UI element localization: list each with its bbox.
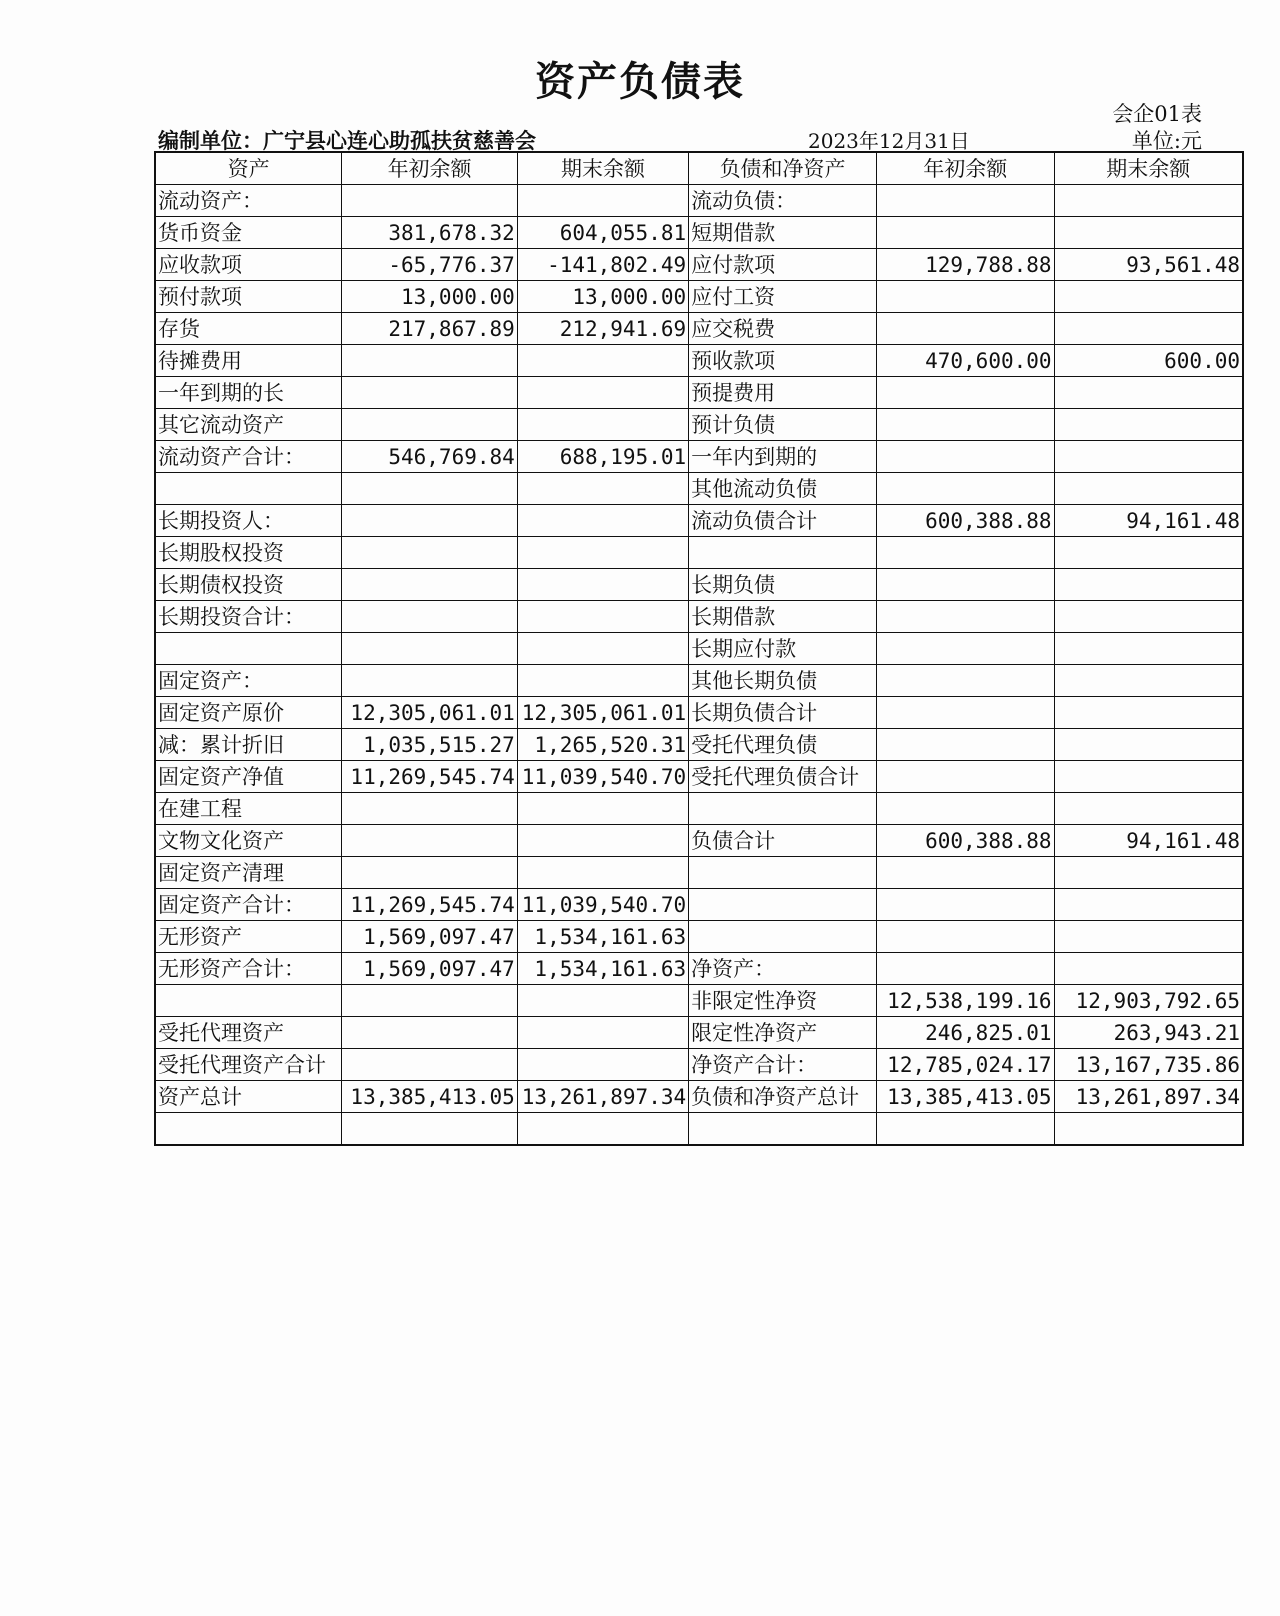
liability-begin-balance: 246,825.01 [877,1017,1055,1049]
asset-item-label: 在建工程 [155,793,342,825]
asset-item-label: 固定资产清理 [155,857,342,889]
asset-item-label: 货币资金 [155,217,342,249]
asset-end-balance [517,377,688,409]
asset-end-balance [517,1049,688,1081]
page-title: 资产负债表 [535,58,745,105]
asset-begin-balance: 13,000.00 [342,281,517,313]
liability-item-label: 流动负债合计 [689,505,877,537]
table-row [155,473,1243,505]
asset-item-label: 受托代理资产 [155,1017,342,1049]
asset-begin-balance [342,1113,517,1146]
liability-end-balance [1054,665,1243,697]
asset-item-label: 文物文化资产 [155,825,342,857]
liability-item-label: 长期负债合计 [689,697,877,729]
liability-begin-balance [877,761,1055,793]
liability-begin-balance [877,697,1055,729]
asset-begin-balance [342,569,517,601]
asset-item-label [155,633,342,665]
liability-end-balance: 94,161.48 [1054,505,1243,537]
asset-end-balance: -141,802.49 [517,249,688,281]
liability-item-label: 其他长期负债 [689,665,877,697]
table-row [155,857,1243,889]
liability-item-label: 长期借款 [689,601,877,633]
table-row [155,505,1243,537]
asset-begin-balance: 1,569,097.47 [342,953,517,985]
asset-end-balance [517,473,688,505]
asset-end-balance [517,1113,688,1146]
asset-end-balance: 1,534,161.63 [517,953,688,985]
liability-end-balance [1054,601,1243,633]
asset-end-balance [517,1017,688,1049]
asset-item-label: 预付款项 [155,281,342,313]
liability-begin-balance [877,537,1055,569]
asset-end-balance: 13,000.00 [517,281,688,313]
table-row [155,569,1243,601]
asset-item-label: 固定资产： [155,665,342,697]
asset-begin-balance: 11,269,545.74 [342,889,517,921]
table-row [155,793,1243,825]
header-row [155,152,1243,185]
asset-end-balance [517,505,688,537]
asset-item-label: 一年到期的长 [155,377,342,409]
liability-end-balance [1054,217,1243,249]
asset-end-balance [517,569,688,601]
asset-begin-balance [342,1049,517,1081]
liability-begin-balance [877,281,1055,313]
liability-begin-balance [877,601,1055,633]
table-row [155,537,1243,569]
asset-begin-balance [342,537,517,569]
table-row [155,377,1243,409]
asset-begin-balance: 1,035,515.27 [342,729,517,761]
liability-end-balance [1054,889,1243,921]
asset-begin-balance: -65,776.37 [342,249,517,281]
liability-end-balance [1054,761,1243,793]
asset-end-balance [517,601,688,633]
liability-begin-balance [877,921,1055,953]
asset-begin-balance [342,409,517,441]
header-liabilities-end: 期末余额 [1054,152,1243,185]
asset-end-balance [517,345,688,377]
liability-end-balance [1054,281,1243,313]
asset-begin-balance [342,857,517,889]
liability-item-label [689,921,877,953]
asset-item-label: 流动资产： [155,185,342,217]
liability-end-balance [1054,633,1243,665]
asset-begin-balance [342,793,517,825]
table-row [155,825,1243,857]
asset-item-label: 资产总计 [155,1081,342,1113]
header-assets-end: 期末余额 [517,152,688,185]
asset-item-label: 减：累计折旧 [155,729,342,761]
asset-begin-balance [342,665,517,697]
liability-begin-balance [877,409,1055,441]
asset-end-balance [517,857,688,889]
asset-begin-balance [342,345,517,377]
liability-item-label: 应付工资 [689,281,877,313]
table-row [155,729,1243,761]
liability-end-balance [1054,1113,1243,1146]
asset-end-balance [517,985,688,1017]
liability-begin-balance [877,441,1055,473]
asset-item-label [155,1113,342,1146]
liability-begin-balance [877,313,1055,345]
header-liabilities: 负债和净资产 [689,152,877,185]
asset-begin-balance: 1,569,097.47 [342,921,517,953]
liability-begin-balance [877,729,1055,761]
liability-item-label: 限定性净资产 [689,1017,877,1049]
liability-end-balance [1054,409,1243,441]
liability-end-balance [1054,697,1243,729]
currency-unit: 单位:元 [1131,129,1202,153]
liability-item-label [689,889,877,921]
liability-item-label: 流动负债： [689,185,877,217]
liability-begin-balance [877,217,1055,249]
asset-item-label: 其它流动资产 [155,409,342,441]
table-row [155,281,1243,313]
table-row [155,633,1243,665]
liability-item-label: 预收款项 [689,345,877,377]
liability-item-label: 预提费用 [689,377,877,409]
asset-end-balance: 1,534,161.63 [517,921,688,953]
asset-end-balance: 604,055.81 [517,217,688,249]
liability-end-balance: 13,167,735.86 [1054,1049,1243,1081]
table-row [155,761,1243,793]
liability-end-balance [1054,441,1243,473]
asset-begin-balance: 381,678.32 [342,217,517,249]
asset-end-balance [517,185,688,217]
asset-begin-balance: 12,305,061.01 [342,697,517,729]
asset-item-label: 长期投资人： [155,505,342,537]
liability-begin-balance [877,857,1055,889]
liability-item-label: 其他流动负债 [689,473,877,505]
liability-item-label: 受托代理负债 [689,729,877,761]
asset-end-balance [517,665,688,697]
liability-end-balance [1054,185,1243,217]
liability-end-balance [1054,793,1243,825]
asset-item-label: 受托代理资产合计 [155,1049,342,1081]
liability-end-balance: 93,561.48 [1054,249,1243,281]
liability-item-label: 应交税费 [689,313,877,345]
table-row [155,249,1243,281]
asset-end-balance: 12,305,061.01 [517,697,688,729]
liability-end-balance [1054,377,1243,409]
asset-item-label [155,473,342,505]
liability-begin-balance [877,953,1055,985]
liability-begin-balance [877,569,1055,601]
asset-begin-balance: 217,867.89 [342,313,517,345]
asset-begin-balance: 546,769.84 [342,441,517,473]
table-row [155,1113,1243,1146]
asset-begin-balance [342,185,517,217]
asset-begin-balance [342,601,517,633]
table-row [155,1017,1243,1049]
liability-item-label: 长期应付款 [689,633,877,665]
liability-end-balance [1054,569,1243,601]
liability-item-label [689,857,877,889]
organization-name: 编制单位：广宁县心连心助孤扶贫慈善会 [158,128,536,153]
table-row [155,953,1243,985]
asset-end-balance: 688,195.01 [517,441,688,473]
table-row [155,889,1243,921]
asset-begin-balance [342,473,517,505]
asset-end-balance: 212,941.69 [517,313,688,345]
liability-begin-balance: 470,600.00 [877,345,1055,377]
asset-end-balance [517,633,688,665]
liability-begin-balance [877,377,1055,409]
asset-begin-balance [342,825,517,857]
asset-item-label [155,985,342,1017]
table-row [155,697,1243,729]
liability-begin-balance [877,793,1055,825]
asset-end-balance [517,537,688,569]
asset-item-label: 无形资产合计： [155,953,342,985]
liability-item-label: 预计负债 [689,409,877,441]
liability-begin-balance [877,889,1055,921]
asset-begin-balance [342,377,517,409]
liability-end-balance [1054,857,1243,889]
table-row [155,601,1243,633]
asset-begin-balance [342,633,517,665]
liability-item-label: 净资产： [689,953,877,985]
liability-item-label [689,537,877,569]
table-row [155,1081,1243,1113]
report-date: 2023年12月31日 [808,129,970,153]
asset-item-label: 待摊费用 [155,345,342,377]
table-row [155,1049,1243,1081]
liability-begin-balance: 12,538,199.16 [877,985,1055,1017]
liability-end-balance: 263,943.21 [1054,1017,1243,1049]
asset-item-label: 长期投资合计： [155,601,342,633]
asset-item-label: 流动资产合计： [155,441,342,473]
asset-begin-balance: 13,385,413.05 [342,1081,517,1113]
asset-end-balance: 1,265,520.31 [517,729,688,761]
table-row [155,409,1243,441]
liability-end-balance [1054,953,1243,985]
table-row [155,441,1243,473]
header-assets: 资产 [155,152,342,185]
asset-item-label: 长期股权投资 [155,537,342,569]
table-row [155,921,1243,953]
asset-end-balance [517,793,688,825]
liability-end-balance: 94,161.48 [1054,825,1243,857]
liability-item-label: 短期借款 [689,217,877,249]
liability-begin-balance [877,633,1055,665]
liability-item-label: 长期负债 [689,569,877,601]
liability-begin-balance [877,665,1055,697]
table-row [155,985,1243,1017]
liability-begin-balance [877,473,1055,505]
asset-item-label: 应收款项 [155,249,342,281]
liability-end-balance [1054,921,1243,953]
liability-item-label: 受托代理负债合计 [689,761,877,793]
asset-item-label: 存货 [155,313,342,345]
table-row [155,217,1243,249]
liability-item-label: 一年内到期的 [689,441,877,473]
liability-begin-balance: 12,785,024.17 [877,1049,1055,1081]
asset-item-label: 固定资产原价 [155,697,342,729]
header-assets-begin: 年初余额 [342,152,517,185]
asset-item-label: 固定资产合计： [155,889,342,921]
liability-begin-balance [877,185,1055,217]
table-row [155,345,1243,377]
liability-end-balance: 600.00 [1054,345,1243,377]
liability-item-label: 负债合计 [689,825,877,857]
asset-end-balance: 11,039,540.70 [517,761,688,793]
liability-end-balance: 13,261,897.34 [1054,1081,1243,1113]
asset-begin-balance [342,1017,517,1049]
liability-end-balance [1054,313,1243,345]
asset-begin-balance [342,985,517,1017]
asset-item-label: 固定资产净值 [155,761,342,793]
liability-end-balance [1054,473,1243,505]
liability-end-balance [1054,729,1243,761]
asset-end-balance [517,409,688,441]
table-row [155,665,1243,697]
form-code: 会企01表 [1112,102,1202,126]
liability-item-label [689,793,877,825]
liability-item-label: 非限定性净资 [689,985,877,1017]
liability-begin-balance [877,1113,1055,1146]
liability-item-label: 负债和净资产总计 [689,1081,877,1113]
asset-end-balance: 11,039,540.70 [517,889,688,921]
table-row [155,313,1243,345]
asset-end-balance [517,825,688,857]
liability-end-balance: 12,903,792.65 [1054,985,1243,1017]
liability-end-balance [1054,537,1243,569]
liability-begin-balance: 600,388.88 [877,825,1055,857]
asset-item-label: 无形资产 [155,921,342,953]
liability-item-label: 净资产合计： [689,1049,877,1081]
asset-end-balance: 13,261,897.34 [517,1081,688,1113]
asset-item-label: 长期债权投资 [155,569,342,601]
liability-begin-balance: 600,388.88 [877,505,1055,537]
asset-begin-balance [342,505,517,537]
liability-begin-balance: 13,385,413.05 [877,1081,1055,1113]
liability-begin-balance: 129,788.88 [877,249,1055,281]
liability-item-label: 应付款项 [689,249,877,281]
liability-item-label [689,1113,877,1146]
header-liabilities-begin: 年初余额 [877,152,1055,185]
balance-sheet-table [154,151,1244,1146]
table-row [155,185,1243,217]
asset-begin-balance: 11,269,545.74 [342,761,517,793]
